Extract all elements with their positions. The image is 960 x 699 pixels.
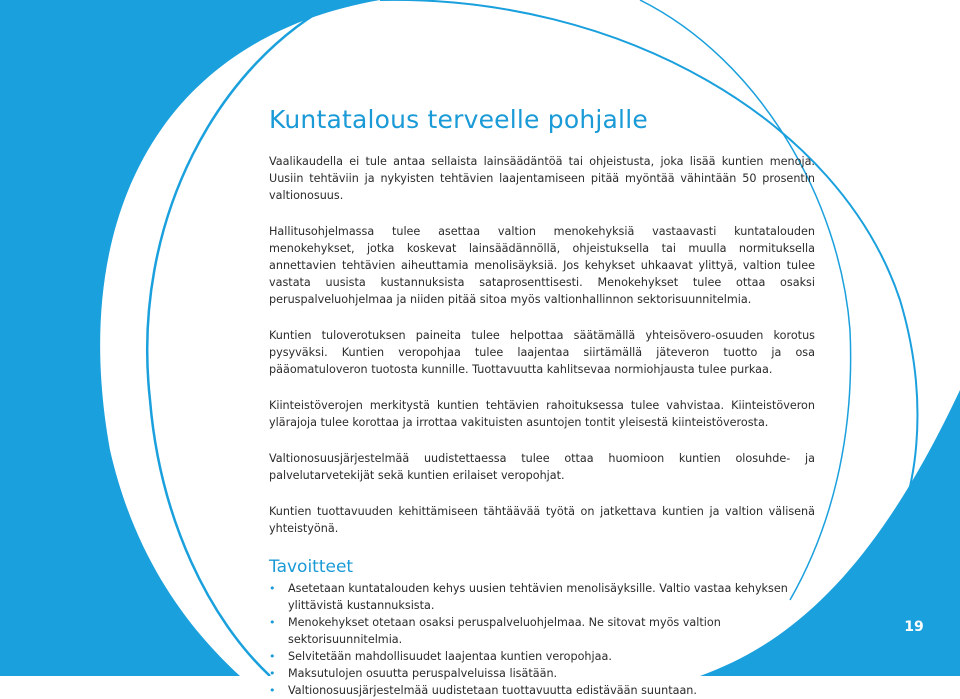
- paragraph: Valtionosuusjärjestelmää uudistettaessa tulee ottaa huomioon kuntien olosuhde- ja palvelutarvetekijät sekä kuntien erilaiset veropohjat.: [269, 452, 815, 482]
- list-item-text: Selvitetään mahdollisuudet laajentaa kuntien veropohjaa.: [288, 650, 612, 663]
- list-item-text: Maksutulojen osuutta peruspalveluissa lisätään.: [288, 667, 558, 680]
- list-item-text: Menokehykset otetaan osaksi peruspalveluohjelmaa. Ne sitovat myös valtion sektorisuunnitelmia.: [288, 616, 721, 646]
- paragraph: Kuntien tuottavuuden kehittämiseen tähtäävää työtä on jatkettava kuntien ja valtion välisenä yhteistyönä.: [269, 505, 815, 535]
- list-item: [269, 614, 815, 648]
- list-item: [269, 648, 815, 665]
- bullet-icon: •: [269, 616, 276, 629]
- paragraph: Kuntien tuloverotuksen paineita tulee helpottaa säätämällä yhteisövero-osuuden korotus pysyväksi. Kuntien veropohjaa tulee laajentaa siirtämällä jäteveron tuotto ja osa pääomatuloveron tuotosta kunnille. Tuottavuutta kahlitsevaa normiohjausta tulee purkaa.: [269, 329, 815, 376]
- list-item-text: Valtionosuusjärjestelmää uudistetaan tuottavuutta edistävään suuntaan.: [288, 684, 697, 697]
- paragraph: Kiinteistöverojen merkitystä kuntien tehtävien rahoituksessa tulee vahvistaa. Kiinteistöveron ylärajoja tulee korottaa ja irrottaa vakituisten asuntojen tontit yleisestä kiinteistöverosta.: [269, 399, 815, 429]
- page-title: Kuntatalous terveelle pohjalle: [269, 105, 648, 134]
- bullet-icon: •: [269, 667, 276, 680]
- page-number: 19: [904, 619, 924, 635]
- bullet-icon: •: [269, 684, 276, 697]
- paragraph: Vaalikaudella ei tule antaa sellaista lainsäädäntöä tai ohjeistusta, joka lisää kuntien menoja. Uusiin tehtäviin ja nykyisten tehtävien laajentamiseen pitää myöntää vähintään 50 prosentin valtionosuus.: [269, 155, 815, 202]
- goals-heading: Tavoitteet: [269, 557, 354, 577]
- list-item-text: Asetetaan kuntatalouden kehys uusien tehtävien menolisäyksille. Valtio vastaa kehyksen ylittävistä kustannuksista.: [288, 582, 788, 612]
- goals-list: [269, 580, 815, 699]
- list-item: [269, 665, 815, 682]
- bullet-icon: •: [269, 650, 276, 663]
- paragraph: Hallitusohjelmassa tulee asettaa valtion menokehyksiä vastaavasti kuntatalouden menokehykset, jotka koskevat lainsäädännöllä, ohjeistuksella tai muulla normituksella annettavien tehtävien aiheuttamia menolisäyksiä. Jos kehykset uhkaavat ylittyä, valtion tulee vastata uusista kustannuksista sataprosenttisesti. Menokehykset tulee ottaa osaksi peruspalveluohjelmaa ja niiden pitää sitoa myös valtionhallinnon sektorisuunnitelmia.: [269, 225, 815, 306]
- bullet-icon: •: [269, 582, 276, 595]
- list-item: [269, 682, 815, 699]
- page-content: [269, 104, 815, 699]
- list-item: [269, 580, 815, 614]
